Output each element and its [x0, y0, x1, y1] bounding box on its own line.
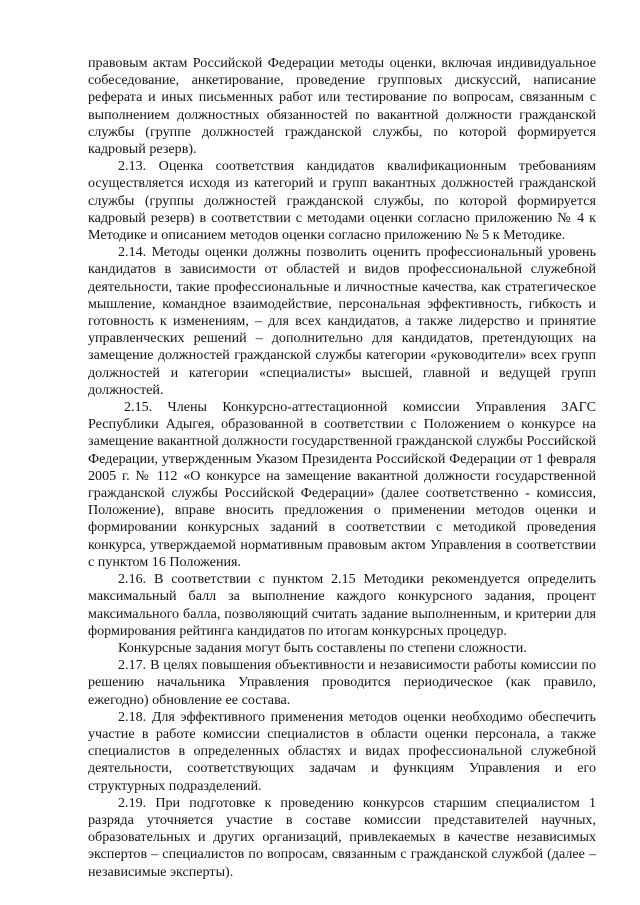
paragraph-2-16: 2.16. В соответствии с пунктом 2.15 Методики рекомендуется определить максимальный балл за выполнение каждого конкурсного задания, процент максимального балла, позволяющий считать задание выполненным, и критерии для формирования рейтинга кандидатов по итогам конкурсных процедур. [88, 571, 596, 639]
document-body [88, 55, 596, 881]
paragraph-2-17: 2.17. В целях повышения объективности и независимости работы комиссии по решению начальника Управления проводится периодическое (как правило, ежегодно) обновление ее состава. [88, 657, 596, 708]
paragraph-continuation: правовым актам Российской Федерации методы оценки, включая индивидуальное собеседование, анкетирование, проведение групповых дискуссий, написание реферата и иных письменных работ или тестирование по вопросам, связанным с выполнением должностных обязанностей по вакантной должности гражданской службы (группе должностей гражданской службы, по которой формируется кадровый резерв). [88, 55, 596, 158]
paragraph-2-14: 2.14. Методы оценки должны позволить оценить профессиональный уровень кандидатов в зависимости от областей и видов профессиональной служебной деятельности, такие профессиональные и личностные качества, как стратегическое мышление, командное взаимодействие, персональная эффективность, гибкость и готовность к изменениям, – для всех кандидатов, а также лидерство и принятие управленческих решений – дополнительно для кандидатов, претендующих на замещение должностей гражданской службы категории «руководители» всех групп должностей и категории «специалисты» высшей, главной и ведущей групп должностей. [88, 244, 596, 398]
paragraph-2-19: 2.19. При подготовке к проведению конкурсов старшим специалистом 1 разряда уточняется участие в составе комиссии представителей научных, образовательных и других организаций, привлекаемых в качестве независимых экспертов – специалистов по вопросам, связанным с гражданской службой (далее – независимые эксперты). [88, 794, 596, 880]
paragraph-2-18: 2.18. Для эффективного применения методов оценки необходимо обеспечить участие в работе комиссии специалистов в области оценки персонала, а также специалистов в определенных областях и видах профессиональной служебной деятельности, соответствующих задачам и функциям Управления и его структурных подразделений. [88, 708, 596, 794]
paragraph-2-15: 2.15. Члены Конкурсно-аттестационной комиссии Управления ЗАГС Республики Адыгея, образованной в соответствии с Положением о конкурсе на замещение вакантной должности государственной гражданской службы Российской Федерации, утвержденным Указом Президента Российской Федерации от 1 февраля 2005 г. № 112 «О конкурсе на замещение вакантной должности государственной гражданской службы Российской Федерации» (далее соответственно - комиссия, Положение), вправе вносить предложения о применении методов оценки и формировании конкурсных заданий в соответствии с методикой проведения конкурса, утверждаемой нормативным правовым актом Управления в соответствии с пунктом 16 Положения. [88, 399, 596, 570]
paragraph-tasks-complexity: Конкурсные задания могут быть составлены по степени сложности. [118, 639, 527, 656]
paragraph-2-13: 2.13. Оценка соответствия кандидатов квалификационным требованиям осуществляется исходя из категорий и групп вакантных должностей гражданской службы (группы должностей гражданской службы, по которой формируется кадровый резерв) в соответствии с методами оценки согласно приложению № 4 к Методике и описанием методов оценки согласно приложению № 5 к Методике. [88, 158, 596, 244]
